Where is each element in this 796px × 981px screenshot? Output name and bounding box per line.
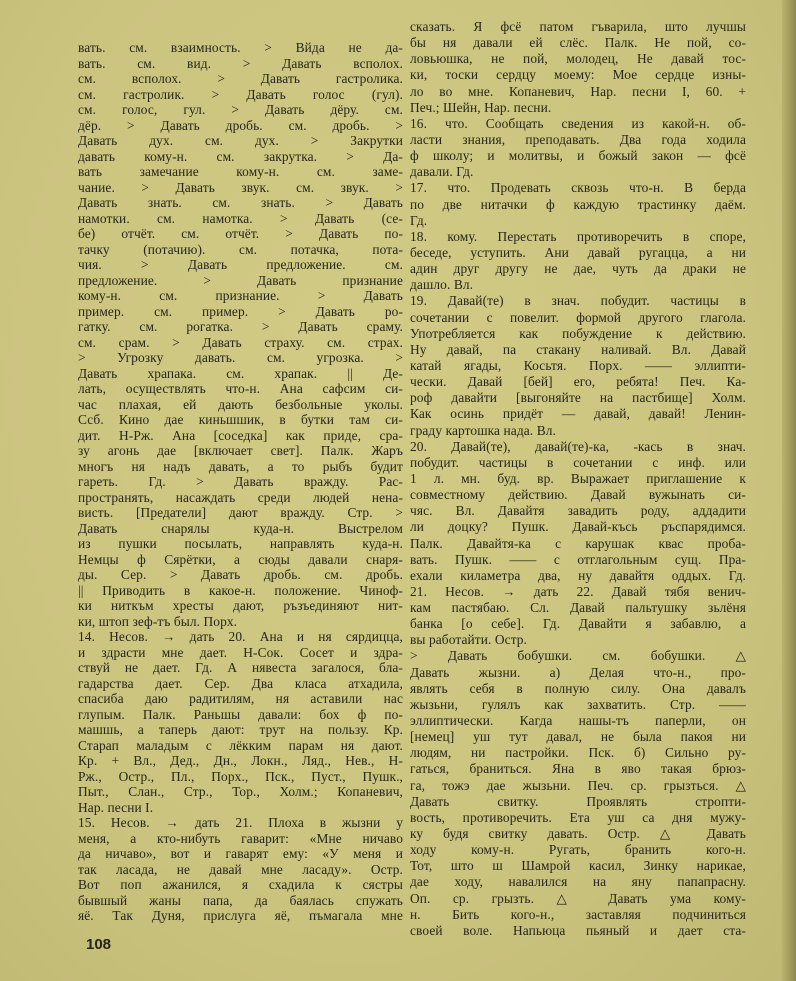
text-line: вы работайти. Остр. bbox=[410, 632, 528, 648]
text-line: Палк. Давайтя-ка с карушак квас проба- bbox=[410, 535, 746, 551]
text-line: ласти знания, преподавать. Два года ходила bbox=[410, 131, 746, 147]
text-line: кому-н. см. признание. > Давать bbox=[78, 288, 403, 303]
text-line: 17. что. Продевать сквозь что-н. В берда bbox=[410, 180, 746, 196]
text-line: > Угрозку давать. см. угрозка. > bbox=[78, 350, 403, 365]
text-line: катай ягады, Косьтя. Порх. —— эллипти- bbox=[410, 357, 746, 373]
text-line: чия. > Давать предложение. см. bbox=[78, 257, 403, 272]
text-line: гатку. см. рогатка. > Давать сраму. bbox=[78, 319, 403, 334]
text-line: Гд. bbox=[410, 212, 428, 228]
text-line: из пушки посылать, направлять куда-н. bbox=[78, 536, 403, 551]
text-line: сказать. Я фсё патом гъварила, што лучшы bbox=[410, 19, 746, 34]
text-line: предложение. > Давать признание bbox=[78, 272, 403, 288]
text-line: намотки. см. намотка. > Давать (се- bbox=[78, 210, 403, 226]
text-line: адин друг другу не дае, чуть да драки не bbox=[410, 261, 746, 277]
page-edge-shadow bbox=[782, 0, 796, 981]
text-line: гареть. Гд. > Давать вражду. Рас- bbox=[78, 474, 403, 489]
text-line: 20. Давай(те), давай(те)-ка, -кась в знач. bbox=[410, 438, 746, 454]
text-line: ходу кому-н. Ругать, бранить кого-н. bbox=[410, 842, 746, 858]
text-line: 21. Несов. → дать 22. Давай тябя венич- bbox=[410, 583, 746, 599]
text-line: дит. Н-Рж. Ана [соседка] как приде, сра- bbox=[78, 427, 403, 443]
text-line: пример. см. пример. > Давать ро- bbox=[78, 303, 403, 319]
text-line: ловьюшка, не пой, молодец, Не давай тос- bbox=[410, 51, 746, 67]
text-line: лать, осуществлять что-н. Ана сафсим си- bbox=[78, 381, 403, 396]
text-line: беседе, уступить. Ани давай ругацца, а ни bbox=[410, 244, 746, 260]
text-line: Ну давай, па стакану наливай. Вл. Давай bbox=[410, 341, 746, 357]
text-line: Пыт., Слан., Стр., Тор., Холм.; Копаневич, bbox=[78, 784, 403, 799]
text-line: и здрасти мне дает. Н-Сок. Сосет и здра- bbox=[78, 644, 403, 660]
page-number: 108 bbox=[86, 936, 112, 953]
text-line: ехали киламетра два, ну давайтя оддых. Гд. bbox=[410, 567, 746, 583]
text-line: по две нитачки ф каждую трастинку даём. bbox=[410, 196, 746, 212]
text-line: зу агонь дае [включает свет]. Палк. Жаръ bbox=[78, 443, 403, 458]
text-line: бы ня давали ей слёс. Палк. Не пой, со- bbox=[410, 35, 746, 51]
text-line: глупым. Палк. Раньшы давали: бох ф по- bbox=[78, 706, 403, 722]
text-line: людям, ни пастройки. Пск. б) Сильно ру- bbox=[410, 745, 746, 761]
text-line: [немец] уш тут давал, не была пакоя ни bbox=[410, 729, 746, 745]
text-line: ку будя свитку давать. Остр. △ Давать bbox=[410, 826, 746, 842]
text-line: сочетании с повелит. формой другого глагола. bbox=[410, 309, 746, 325]
text-line: чески. Давай [бей] его, ребята! Печ. Ка- bbox=[410, 374, 746, 390]
text-line: машшь, а таперь дают: трут на пользу. Кр. bbox=[78, 722, 403, 737]
text-line: многъ ня надъ давать, а то рыбъ будит bbox=[78, 458, 403, 474]
text-line: кам пастябаю. Сл. Давай пальтушку зьлёня bbox=[410, 600, 746, 616]
text-line: Тот, што ш Шамрой касил, Зинку нарикае, bbox=[410, 858, 746, 874]
text-line: Печ.; Шейн, Нар. песни. bbox=[410, 99, 552, 115]
text-line: давать кому-н. см. закрутка. > Да- bbox=[78, 148, 403, 164]
text-line: Немцы ф Сярётки, а сюды давали снаря- bbox=[78, 551, 403, 567]
text-line: жызьни, гулялъ как захватить. Стр. —— bbox=[410, 696, 746, 712]
text-line: ли доцку? Пушк. Давай-късь ръспарядимся. bbox=[410, 519, 746, 535]
text-line: висть. [Предатели] дают вражду. Стр. > bbox=[78, 505, 403, 520]
text-line: Старап маладым с лёкким парам ня дают. bbox=[78, 737, 403, 753]
text-line: побудит. частицы в сочетании с инф. или bbox=[410, 454, 746, 470]
text-line: тачку (потачию). см. потачка, пота- bbox=[78, 241, 403, 257]
text-line: 18. кому. Перестать противоречить в споре, bbox=[410, 228, 746, 244]
text-line: ф школу; и молитвы, и божый закон — фсё bbox=[410, 148, 746, 164]
text-line: час плахая, ей дають безбольные уколы. bbox=[78, 396, 403, 412]
text-line: ствуй не дает. Гд. А нявеста загалося, бла- bbox=[78, 660, 403, 675]
text-line: эллиптически. Кагда нашы-тъ паперли, он bbox=[410, 713, 746, 729]
text-line: Давать свитку. Проявлять стропти- bbox=[410, 793, 746, 809]
text-line: ки, штоп зеф-тъ был. Порх. bbox=[78, 613, 238, 629]
text-line: || Приводить в какое-н. положение. Чиноф- bbox=[78, 582, 403, 598]
text-line: чание. > Давать звук. см. звук. > bbox=[78, 179, 403, 195]
text-line: дае ходу, навалился на яну папапрасну. bbox=[410, 874, 746, 890]
text-line: Нар. песни I. bbox=[78, 799, 154, 815]
text-line: Давать храпака. см. храпак. || Де- bbox=[78, 365, 403, 381]
text-line: вать. см. вид. > Давать всполох. bbox=[78, 55, 403, 71]
text-line: см. срам. > Давать страху. см. страх. bbox=[78, 334, 403, 350]
text-line: ки ниткъм хресты дают, ръзъединяют нит- bbox=[78, 598, 403, 613]
text-line: Рж., Остр., Пл., Порх., Пск., Пуст., Пушк., bbox=[78, 768, 403, 784]
text-line: 14. Несов. → дать 20. Ана и ня сярдицца, bbox=[78, 629, 403, 644]
text-line: давали. Гд. bbox=[410, 164, 474, 180]
text-line: 16. что. Сообщать сведения из какой-н. об- bbox=[410, 115, 746, 131]
text-line: так ласада, не давай мне ласаду». Остр. bbox=[78, 861, 403, 877]
text-line: вать. Пушк. —— с отглагольным сущ. Пра- bbox=[410, 551, 746, 567]
text-line: граду картошка нада. Вл. bbox=[410, 422, 556, 438]
text-line: гадарства дает. Сер. Два класа атхадила, bbox=[78, 675, 403, 691]
text-line: Употребляется как побуждение к действию. bbox=[410, 325, 746, 341]
text-line: см. гастролик. > Давать голос (гул). bbox=[78, 86, 403, 102]
text-line: совместному действию. Давай вужынать си- bbox=[410, 487, 746, 503]
text-line: Оп. ср. грызть. △ Давать ума кому- bbox=[410, 890, 746, 906]
text-line: гаться, браниться. Яна в яво такая брюз- bbox=[410, 761, 746, 777]
text-line: бе) отчёт. см. отчёт. > Давать по- bbox=[78, 226, 403, 241]
text-line: ло во мне. Копаневич, Нар. песни I, 60. + bbox=[410, 83, 746, 99]
text-line: вость, противоречить. Ета уш са дня мужу- bbox=[410, 809, 746, 825]
text-line: ки, тоски сердцу моему: Мое сердце изны- bbox=[410, 67, 746, 83]
text-line: Давать жызни. а) Делая что-н., про- bbox=[410, 664, 746, 680]
text-line: > Давать бобушки. см. бобушки. △ bbox=[410, 648, 746, 664]
text-line: см. голос, гул. > Давать дёру. см. bbox=[78, 102, 403, 117]
text-line: ды. Сер. > Давать дробь. см. дробь. bbox=[78, 567, 403, 582]
text-line: яё. Так Дуня, прислуга яё, пъмагала мне bbox=[78, 908, 403, 923]
text-line: Ссб. Кино дае киньшшик, в бутки там си- bbox=[78, 412, 403, 427]
text-line: банка [о себе]. Гд. Давайти я забавлю, а bbox=[410, 616, 746, 632]
text-line: 15. Несов. → дать 21. Плоха в жызни у bbox=[78, 815, 403, 830]
text-line: бывшый жаны папа, да баялась спужать bbox=[78, 892, 403, 908]
right-text-column bbox=[410, 19, 746, 939]
text-line: Давать знать. см. знать. > Давать bbox=[78, 195, 403, 210]
text-line: см. всполох. > Давать гастролика. bbox=[78, 71, 403, 86]
text-line: чяс. Вл. Давайтя завадить роду, аддадити bbox=[410, 503, 746, 519]
text-line: своей воле. Напьюца пьяный и дает ста- bbox=[410, 922, 746, 938]
text-line: роф давайти [выгоняйте на пастбище] Холм. bbox=[410, 390, 746, 406]
text-line: да ничаво», вот и гаварят ему: «У меня и bbox=[78, 846, 403, 861]
text-line: Давать снарялы куда-н. Выстрелом bbox=[78, 520, 403, 536]
text-line: Кр. + Вл., Дед., Дн., Локн., Ляд., Нев., Н- bbox=[78, 753, 403, 768]
text-line: спасиба даю радитилям, ня аставили нас bbox=[78, 691, 403, 706]
text-line: дашло. Вл. bbox=[410, 277, 474, 293]
text-line: вать. см. взаимность. > Вйда не да- bbox=[78, 40, 403, 55]
text-line: меня, а кто-нибуть гаварит: «Мне ничаво bbox=[78, 830, 403, 846]
text-line: га, тожэ дае жызьни. Печ. ср. грызться. △ bbox=[410, 777, 746, 793]
text-line: н. Бить кого-н., заставляя подчиниться bbox=[410, 906, 746, 922]
left-text-column bbox=[78, 40, 403, 924]
text-line: дёр. > Давать дробь. см. дробь. > bbox=[78, 117, 403, 133]
text-line: 1 л. мн. буд. вр. Выражает приглашение к bbox=[410, 470, 746, 486]
text-line: Как осинь придёт — давай, давай! Ленин- bbox=[410, 406, 746, 422]
text-line: вать замечание кому-н. см. заме- bbox=[78, 164, 403, 179]
text-line: Вот поп ажанился, я схадила к сястры bbox=[78, 877, 403, 892]
text-line: пространять, насаждать среди людей нена- bbox=[78, 489, 403, 505]
text-line: являть себя в полную силу. Она давалъ bbox=[410, 680, 746, 696]
text-line: 19. Давай(те) в знач. побудит. частицы в bbox=[410, 293, 746, 309]
text-line: Давать дух. см. дух. > Закрутки bbox=[78, 133, 403, 148]
